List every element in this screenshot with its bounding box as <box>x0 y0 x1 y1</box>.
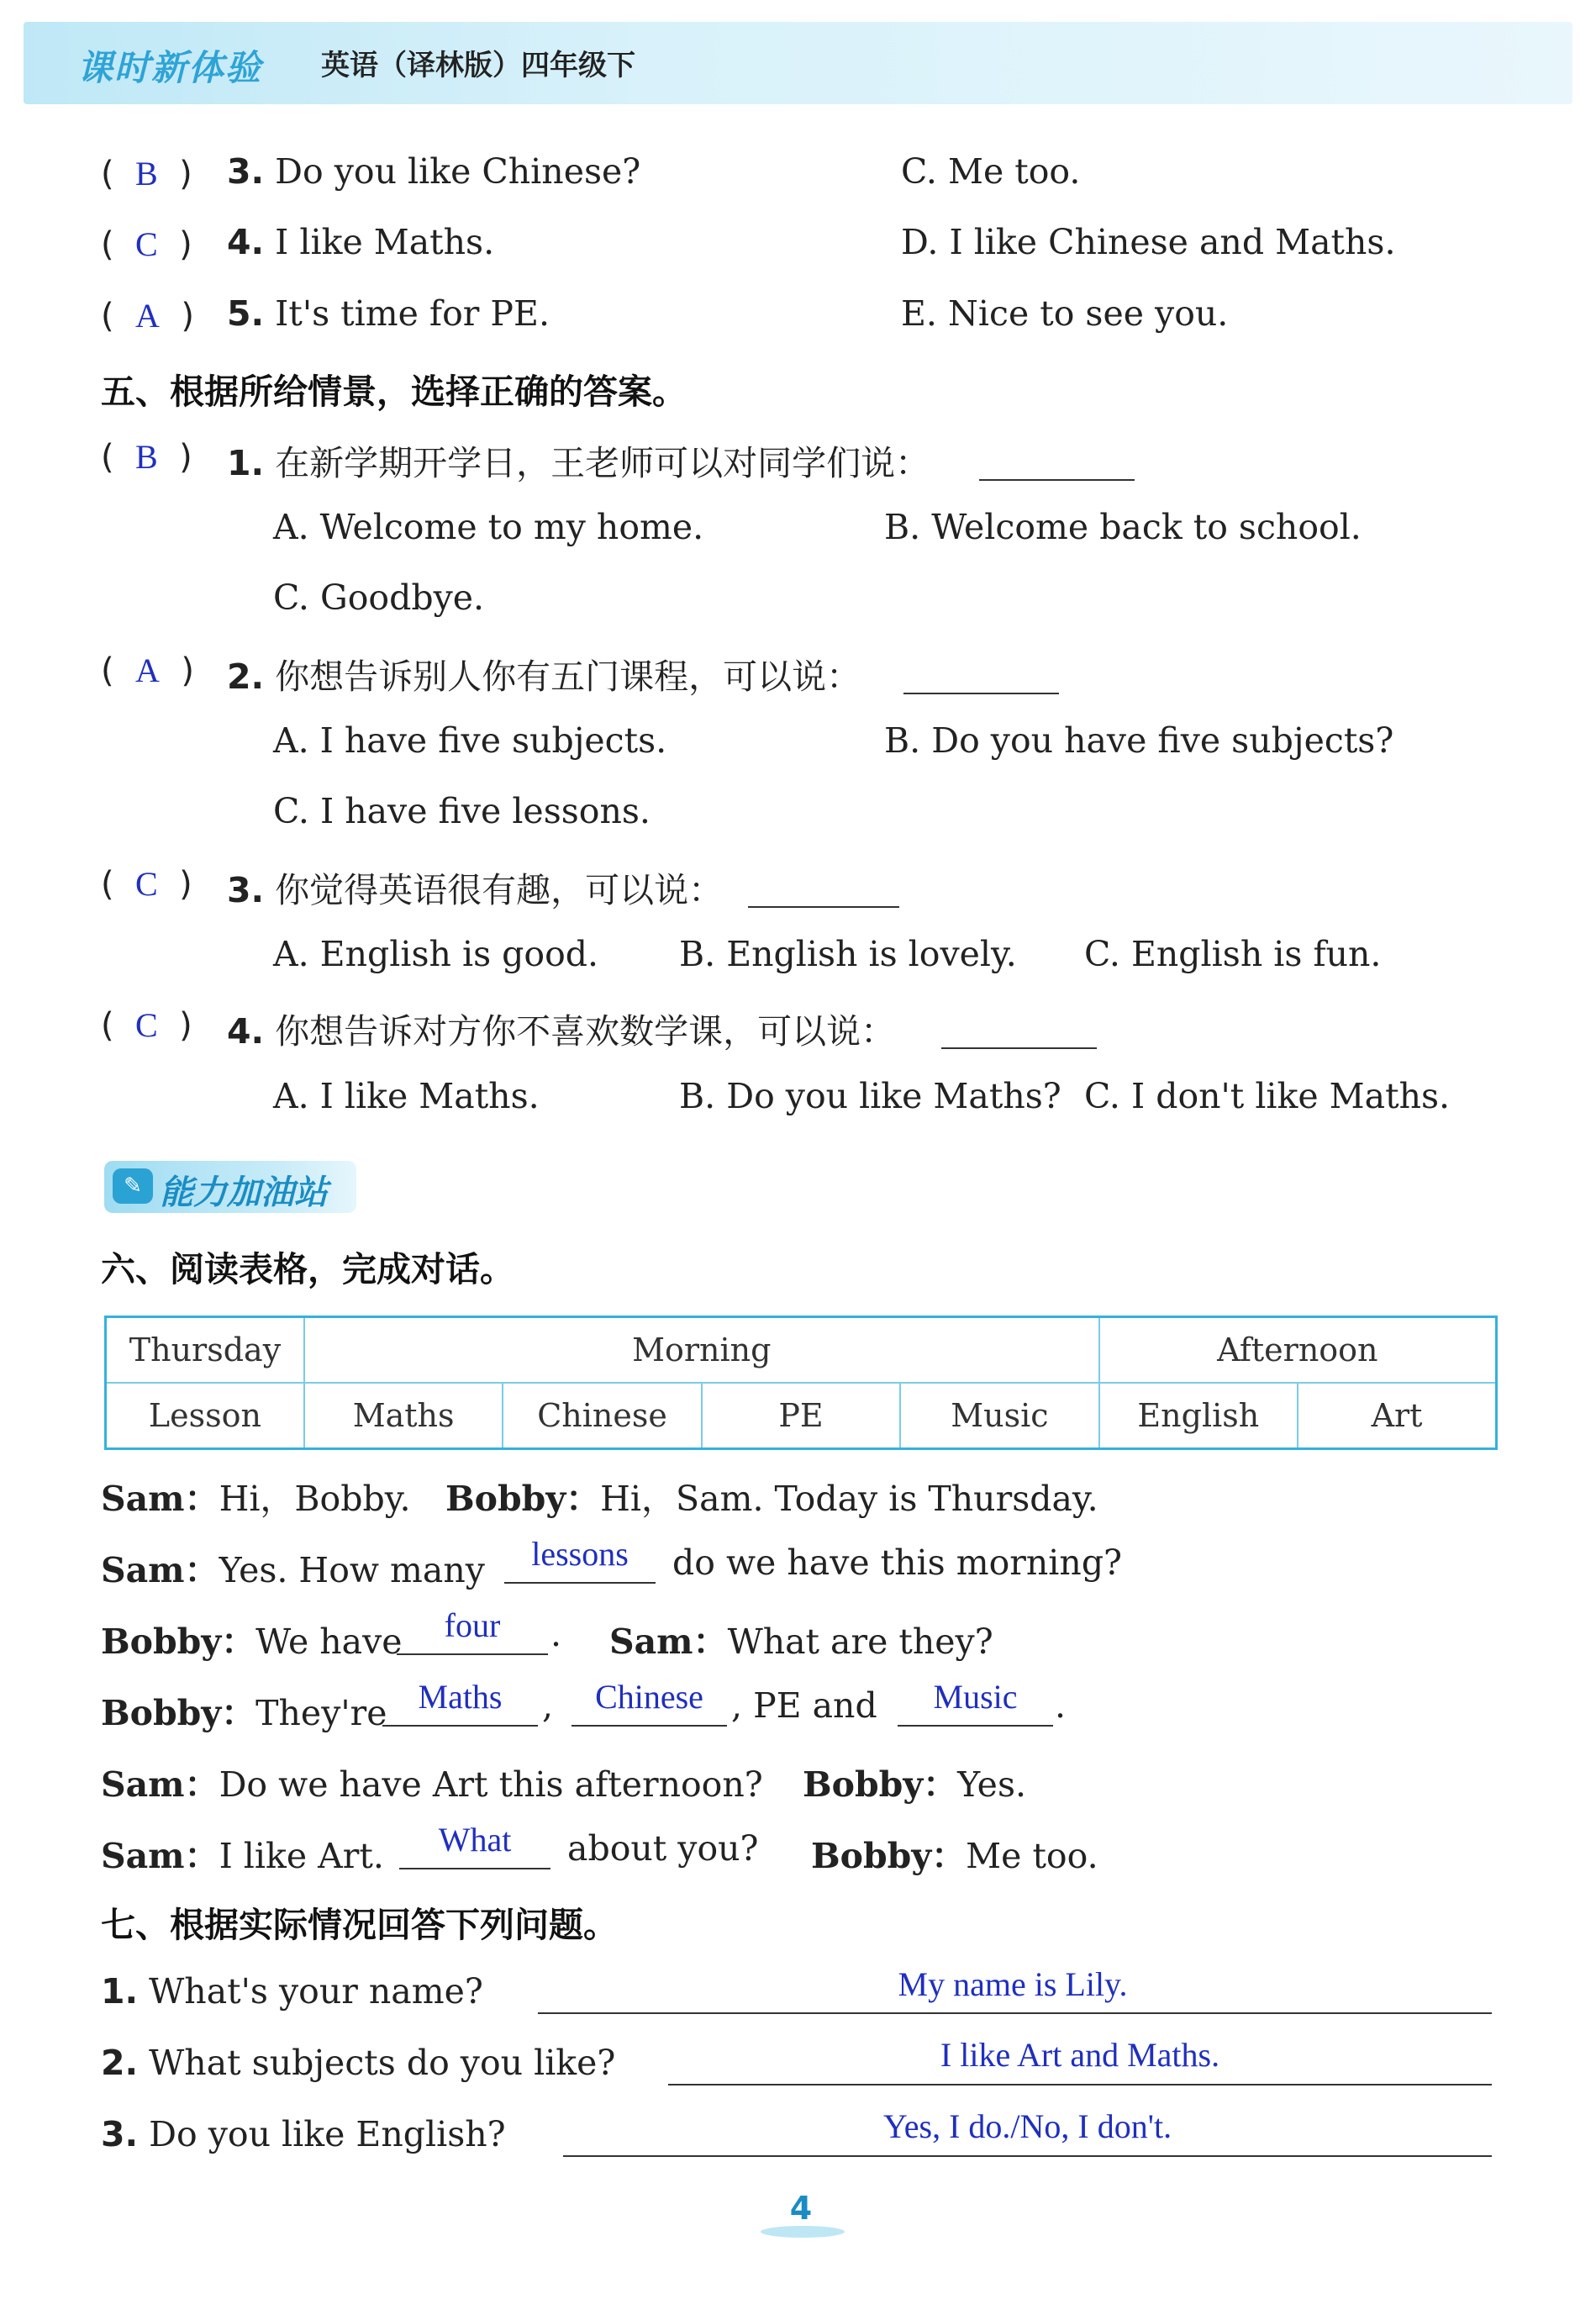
written-answer: Yes, I do./No, I don't. <box>882 2107 1172 2145</box>
answer-blank <box>941 1039 1097 1049</box>
fill-blank <box>382 1716 538 1727</box>
dialogue-line: Sam：Yes. How many <box>101 1550 485 1590</box>
answer-paren: ( C ) <box>101 865 192 904</box>
schedule-table <box>104 1316 1498 1450</box>
dialogue-line: Bobby：We have <box>101 1621 403 1662</box>
answer-paren: ( B ) <box>101 155 192 193</box>
written-answer: I like Art and Maths. <box>940 2036 1220 2074</box>
dialogue-line: Bobby：Yes. <box>803 1764 1027 1805</box>
answer-letter: B <box>135 155 158 192</box>
punctuation: . <box>1055 1685 1067 1726</box>
fill-blank <box>399 1859 550 1869</box>
page-number: 4 <box>789 2190 813 2227</box>
table-cell: Thursday <box>106 1317 304 1384</box>
dialogue-line: , PE and <box>731 1685 877 1726</box>
section-heading: 五、根据所给情景，选择正确的答案。 <box>101 372 687 412</box>
fill-answer: Maths <box>418 1678 503 1716</box>
dialogue-line: Bobby：Hi，Sam. Today is Thursday. <box>445 1479 1098 1519</box>
question-text: 5. It's time for PE. <box>227 293 550 334</box>
answer-blank <box>903 684 1059 694</box>
question-text: 3. Do you like Chinese? <box>227 151 641 192</box>
answer-paren: ( C ) <box>101 1006 192 1045</box>
option-text: E. Nice to see you. <box>901 293 1229 334</box>
section-heading: 七、根据实际情况回答下列问题。 <box>101 1905 618 1945</box>
option-b: B. English is lovely. <box>679 934 1017 974</box>
table-cell: Afternoon <box>1099 1317 1497 1384</box>
question-prompt: 3. 你觉得英语很有趣，可以说： <box>227 870 724 910</box>
table-cell: Maths <box>304 1383 503 1449</box>
option-a: A. Welcome to my home. <box>273 507 704 547</box>
table-cell: Morning <box>304 1317 1099 1384</box>
table-cell: Chinese <box>503 1383 701 1449</box>
table-cell: PE <box>702 1383 900 1449</box>
option-a: A. I like Maths. <box>273 1076 540 1116</box>
answer-line <box>668 2082 1492 2085</box>
answer-paren: ( C ) <box>101 225 192 264</box>
punctuation: . <box>550 1614 562 1654</box>
dialogue-line: Bobby：Me too. <box>811 1836 1098 1876</box>
option-text: D. I like Chinese and Maths. <box>901 222 1396 262</box>
option-c: C. English is fun. <box>1084 934 1382 974</box>
brand-title: 课时新体验 <box>77 47 263 88</box>
fill-answer: four <box>444 1606 501 1644</box>
answer-letter: C <box>135 1006 158 1044</box>
answer-line <box>563 2154 1492 2157</box>
answer-paren: ( A ) <box>101 297 194 335</box>
subject-title: 英语（译林版）四年级下 <box>321 49 635 82</box>
question-prompt: 4. 你想告诉对方你不喜欢数学课，可以说： <box>227 1011 896 1052</box>
fill-answer: Chinese <box>595 1678 703 1716</box>
answer-letter: C <box>135 225 158 263</box>
dialogue-line: Bobby：They're <box>101 1693 387 1733</box>
table-cell: Art <box>1298 1383 1496 1449</box>
answer-line <box>538 2011 1492 2014</box>
question-text: 1. What's your name? <box>101 1971 483 2012</box>
option-c: C. Goodbye. <box>273 577 485 618</box>
option-c: C. I don't like Maths. <box>1084 1076 1451 1116</box>
option-text: C. Me too. <box>901 151 1081 192</box>
answer-letter: A <box>135 651 160 689</box>
option-a: A. I have five subjects. <box>273 720 667 761</box>
answer-letter: A <box>135 297 160 335</box>
answer-letter: B <box>135 438 158 476</box>
question-prompt: 1. 在新学期开学日，王老师可以对同学们说： <box>227 443 930 483</box>
question-text: 2. What subjects do you like? <box>101 2043 616 2083</box>
option-c: C. I have five lessons. <box>273 791 651 831</box>
dialogue-line: about you? <box>567 1828 759 1869</box>
answer-letter: C <box>135 865 158 903</box>
question-prompt: 2. 你想告诉别人你有五门课程，可以说： <box>227 656 861 697</box>
option-b: B. Welcome back to school. <box>884 507 1362 547</box>
option-a: A. English is good. <box>273 934 599 974</box>
fill-blank <box>397 1645 548 1655</box>
answer-paren: ( A ) <box>101 651 194 690</box>
fill-answer: lessons <box>531 1535 629 1573</box>
option-b: B. Do you have five subjects? <box>884 720 1394 761</box>
question-text: 4. I like Maths. <box>227 222 495 262</box>
table-cell: Music <box>900 1383 1098 1449</box>
ability-banner-label: 能力加油站 <box>160 1173 328 1212</box>
dialogue-line: Sam：Do we have Art this afternoon? <box>101 1764 763 1805</box>
turtle-icon: ✎ <box>113 1168 153 1204</box>
dialogue-line: Sam：I like Art. <box>101 1836 384 1876</box>
dialogue-line: Sam：What are they? <box>609 1621 993 1662</box>
table-cell: Lesson <box>106 1383 304 1449</box>
section-heading: 六、阅读表格，完成对话。 <box>101 1249 514 1289</box>
fill-blank <box>572 1716 727 1727</box>
punctuation: , <box>542 1685 554 1726</box>
fill-answer: What <box>438 1821 512 1859</box>
option-b: B. Do you like Maths? <box>679 1076 1061 1116</box>
answer-blank <box>748 898 899 908</box>
dialogue-line: Sam：Hi，Bobby. <box>101 1479 411 1519</box>
answer-blank <box>979 471 1135 481</box>
written-answer: My name is Lily. <box>898 1965 1128 2003</box>
answer-paren: ( B ) <box>101 438 192 477</box>
fill-blank <box>898 1716 1053 1727</box>
fill-answer: Music <box>933 1678 1018 1716</box>
table-cell: English <box>1099 1383 1298 1449</box>
fill-blank <box>504 1574 656 1584</box>
dialogue-line: do we have this morning? <box>672 1542 1123 1583</box>
question-text: 3. Do you like English? <box>101 2114 506 2154</box>
